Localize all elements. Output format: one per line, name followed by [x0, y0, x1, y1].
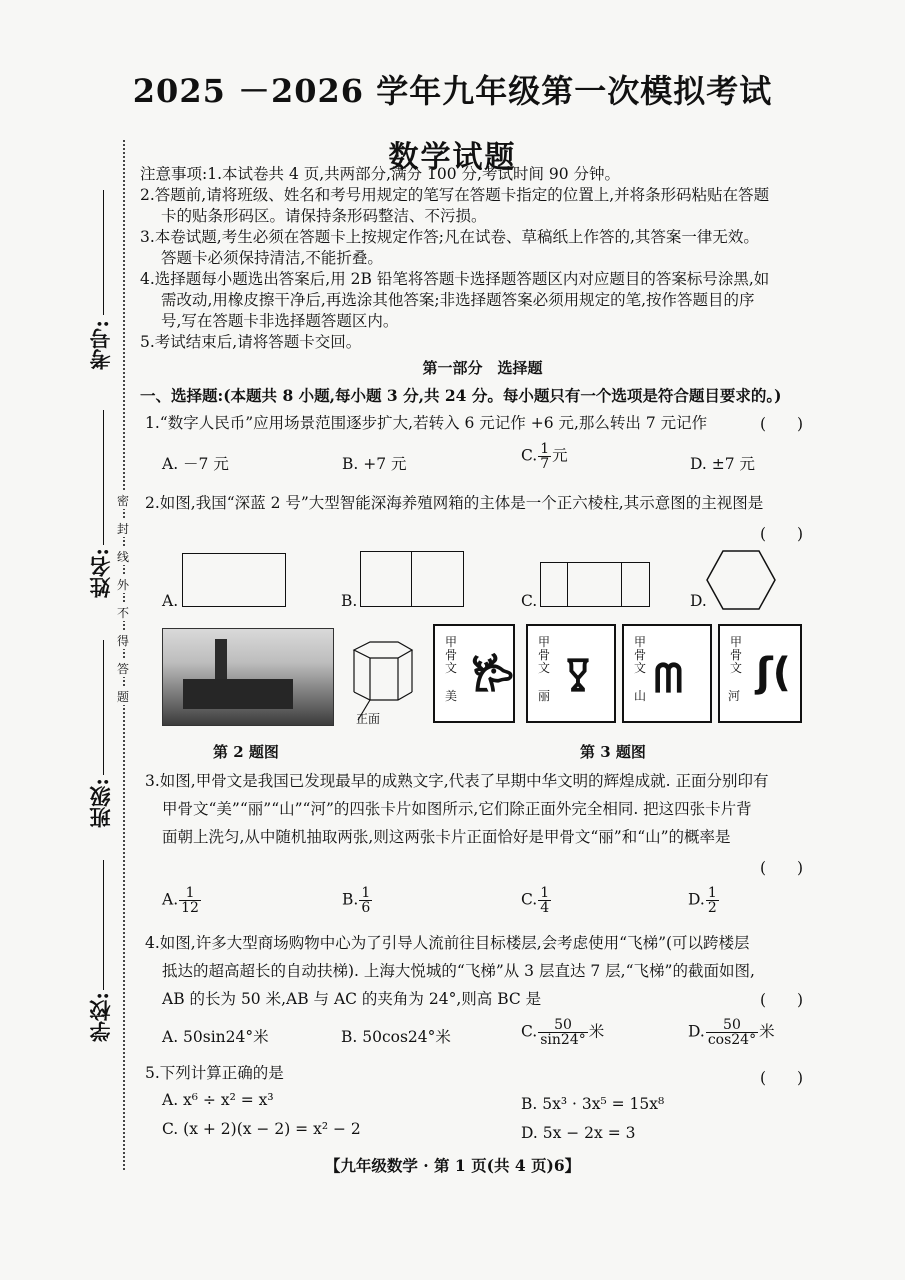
q5-option-d: D. 5x − 2x = 3	[521, 1124, 636, 1142]
q1-stem: 1.“数字人民币”应用场景范围逐步扩大,若转入 6 元记作 +6 元,那么转出 7 元记作	[145, 414, 708, 432]
q2-c-rectangle	[540, 562, 650, 607]
answer-paren: ( )	[760, 1069, 804, 1087]
q1-option-d: D. ±7 元	[690, 455, 756, 473]
oracle-card-mei	[433, 624, 515, 723]
banji-label: 班级:	[88, 778, 113, 828]
xingming-blank	[103, 410, 104, 545]
q2-option-b: B.	[341, 592, 358, 610]
exam-title: 2025 －2026 学年九年级第一次模拟考试	[132, 72, 773, 110]
page-footer: 【九年级数学 · 第 1 页(共 4 页)6】	[324, 1156, 581, 1175]
exam-notes	[140, 164, 830, 353]
photo-tower	[215, 639, 227, 679]
q2-option-a: A.	[162, 592, 179, 610]
fraction: $\frac{1}{2}$	[707, 885, 717, 916]
q2-b-divider	[411, 551, 412, 607]
card-name: 河	[728, 689, 741, 703]
q2-d-hexagon	[705, 549, 777, 611]
seal-char: 封	[117, 522, 130, 536]
oracle-glyph: ᗰ	[654, 656, 683, 702]
note-line: 3.本卷试题,考生必须在答题卡上按规定作答;凡在试卷、草稿纸上作答的,其答案一律无效。	[140, 228, 759, 246]
card-label: 甲 骨 文	[634, 635, 647, 675]
q5-option-a: A. x⁶ ÷ x² = x³	[162, 1091, 274, 1109]
xingming-label: 姓名:	[88, 548, 113, 598]
fraction: $\frac{1}{12}$	[181, 885, 199, 916]
answer-paren: ( )	[760, 991, 804, 1009]
card-label: 甲 骨 文	[445, 635, 458, 675]
q3-option-b: B. $\frac{1}{6}$	[342, 885, 371, 916]
card-name: 山	[634, 689, 647, 703]
q2-b-rectangle	[360, 551, 464, 607]
seal-char: 线	[117, 550, 130, 564]
q3-stem-line: 甲骨文“美”“丽”“山”“河”的四张卡片如图所示,它们除正面外完全相同. 把这四张卡片背	[162, 800, 752, 818]
seal-char: 得	[117, 634, 130, 648]
oracle-glyph: 𐃯	[566, 655, 590, 701]
seal-char: 答	[117, 662, 130, 676]
note-line: 注意事项:1.本试卷共 4 页,共两部分,满分 100 分,考试时间 90 分钟。	[140, 165, 621, 183]
xuexiao-label: 学校:	[88, 992, 113, 1042]
q2-photo	[162, 628, 334, 726]
card-name: 美	[445, 689, 458, 703]
note-line: 4.选择题每小题选出答案后,用 2B 铅笔将答题卡选择题答题区内对应题目的答案标号涂黑,如	[140, 270, 770, 288]
q4-option-c: C. $\frac{50}{\sin 24^\circ}$ 米	[521, 1017, 605, 1048]
seal-char: 题	[117, 690, 130, 704]
q1-option-c: C. $\frac{1}{7}$ 元	[521, 441, 568, 472]
q2-front-label: 正面	[356, 712, 381, 726]
oracle-glyph: ʃ(	[756, 650, 791, 696]
fraction: $\frac{1}{7}$	[540, 441, 550, 472]
answer-paren: ( )	[760, 859, 804, 877]
q3-option-c: C. $\frac{1}{4}$	[521, 885, 550, 916]
xuexiao-blank	[103, 860, 104, 990]
oracle-glyph: 𐂂	[471, 655, 514, 701]
banji-blank	[103, 640, 104, 775]
section-heading: 一、选择题:(本题共 8 小题,每小题 3 分,共 24 分。每小题只有一个选项是符合题目要求的。)	[140, 386, 782, 405]
answer-paren: ( )	[760, 525, 804, 543]
q2-option-d: D.	[690, 592, 707, 610]
note-line: 号,写在答题卡非选择题答题区内。	[161, 312, 399, 330]
photo-cage	[183, 679, 293, 709]
seal-char: 不	[117, 606, 130, 620]
card-label: 甲 骨 文	[538, 635, 551, 675]
exam-subtitle: 数学试题	[388, 140, 517, 175]
card-name: 丽	[538, 689, 551, 703]
q2-c-divider	[621, 562, 622, 607]
fraction: $\frac{1}{6}$	[361, 885, 371, 916]
q1-option-b: B. +7 元	[342, 455, 407, 473]
q4-stem-line: 4.如图,许多大型商场购物中心为了引导人流前往目标楼层,会考虑使用“飞梯”(可以跨楼层	[145, 934, 750, 952]
q4-option-a: A. 50sin24°米	[162, 1028, 269, 1046]
answer-paren: ( )	[760, 415, 804, 433]
q4-option-d: D. $\frac{50}{\cos 24^\circ}$ 米	[688, 1017, 775, 1048]
seal-char: 密	[117, 494, 130, 508]
fraction: $\frac{1}{4}$	[540, 885, 550, 916]
q2-a-rectangle	[182, 553, 286, 607]
q4-option-b: B. 50cos24°米	[341, 1028, 451, 1046]
q5-option-b: B. 5x³ · 3x⁵ = 15x⁸	[521, 1095, 665, 1113]
fraction: $\frac{50}{\sin 24^\circ}$	[540, 1017, 586, 1048]
q2-c-divider	[567, 562, 568, 607]
part-heading: 第一部分 选择题	[422, 359, 543, 377]
q3-stem-line: 面朝上洗匀,从中随机抽取两张,则这两张卡片正面恰好是甲骨文“丽”和“山”的概率是	[162, 828, 731, 846]
q4-stem-line: 抵达的超高超长的自动扶梯). 上海大悦城的“飞梯”从 3 层直达 7 层,“飞梯”的截面如图,	[162, 962, 755, 980]
q1-option-a: A. －7 元	[162, 455, 229, 473]
q4-stem-line: AB 的长为 50 米,AB 与 AC 的夹角为 24°,则高 BC 是	[162, 990, 542, 1008]
seal-dotted-line	[123, 140, 125, 1170]
fraction: $\frac{50}{\cos 24^\circ}$	[707, 1017, 757, 1048]
note-line: 需改动,用橡皮擦干净后,再选涂其他答案;非选择题答案必须用规定的笔,按作答题目的序	[161, 291, 755, 309]
kaohao-blank	[103, 190, 104, 315]
q2-caption: 第 2 题图	[213, 743, 279, 761]
oracle-card-shan	[622, 624, 712, 723]
q2-stem: 2.如图,我国“深蓝 2 号”大型智能深海养殖网箱的主体是一个正六棱柱,其示意图的主视图是	[145, 494, 764, 512]
kaohao-label: 考号:	[88, 320, 113, 370]
q2-option-c: C.	[521, 592, 538, 610]
oracle-card-he	[718, 624, 802, 723]
q3-stem-line: 3.如图,甲骨文是我国已发现最早的成熟文字,代表了早期中华文明的辉煌成就. 正面分别印有	[145, 772, 769, 790]
card-label: 甲 骨 文	[730, 635, 743, 675]
q3-option-a: A. $\frac{1}{12}$	[162, 885, 199, 916]
q3-option-d: D. $\frac{1}{2}$	[688, 885, 717, 916]
seal-char: 外	[117, 578, 130, 592]
note-line: 答题卡必须保持清洁,不能折叠。	[161, 249, 383, 267]
q5-option-c: C. (x + 2)(x − 2) = x² − 2	[162, 1120, 361, 1138]
oracle-card-li	[526, 624, 616, 723]
q5-stem: 5.下列计算正确的是	[145, 1064, 284, 1082]
q3-caption: 第 3 题图	[580, 743, 646, 761]
note-line: 2.答题前,请将班级、姓名和考号用规定的笔写在答题卡指定的位置上,并将条形码粘贴在答题	[140, 186, 770, 204]
note-line: 卡的贴条形码区。请保持条形码整洁、不污损。	[161, 207, 487, 225]
note-line: 5.考试结束后,请将答题卡交回。	[140, 333, 362, 351]
